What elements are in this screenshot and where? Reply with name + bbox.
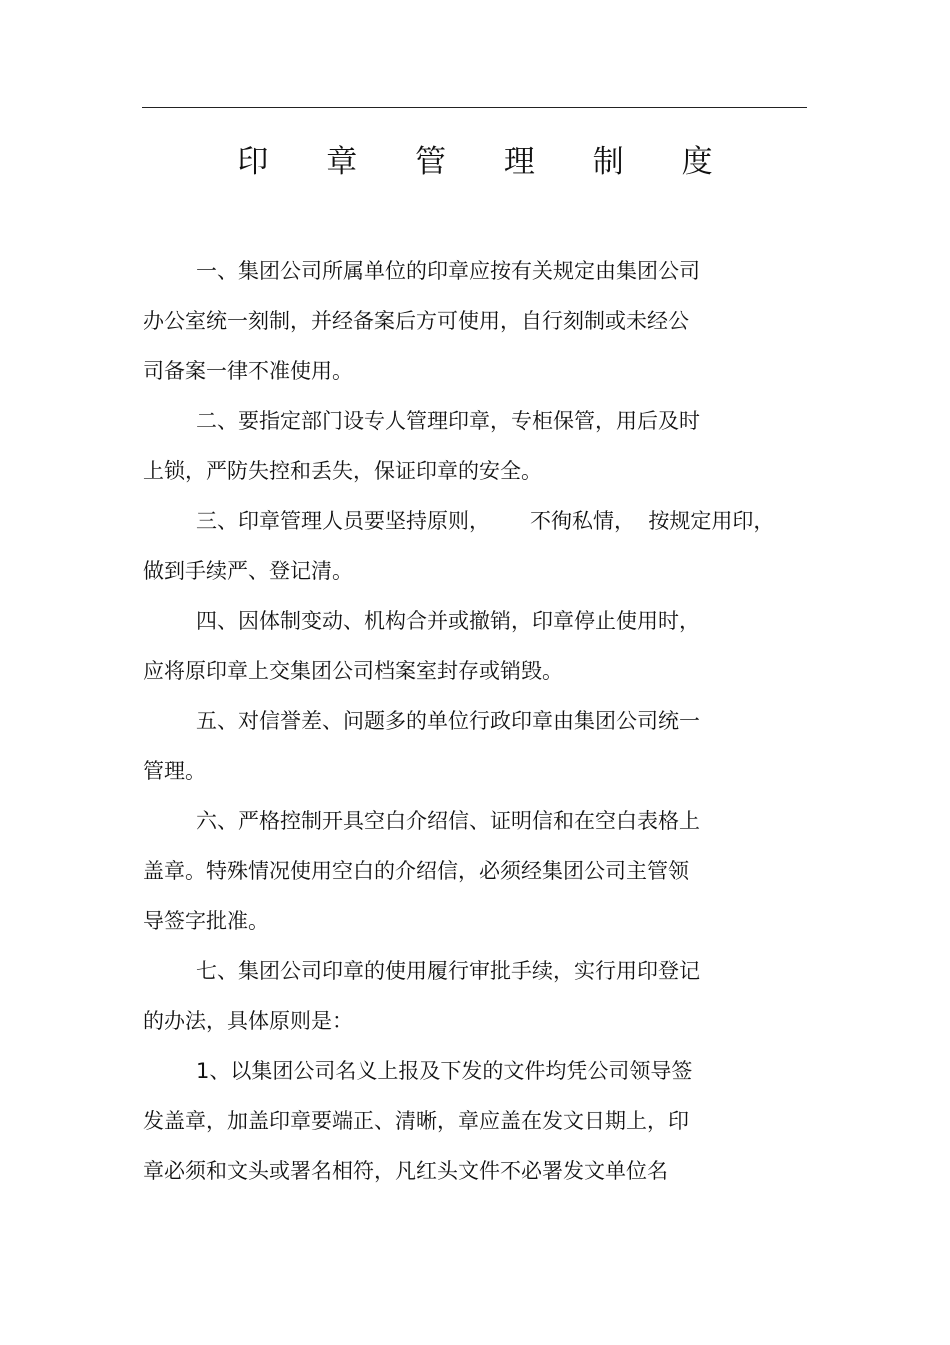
text-line: 二、要指定部门设专人管理印章，专柜保管，用后及时 <box>196 409 700 433</box>
document-title: 印 章 管 理 制 度 <box>237 144 737 180</box>
text-line: 章必须和文头或署名相符，凡红头文件不必署发文单位名 <box>143 1159 668 1183</box>
text-line: 1、以集团公司名义上报及下发的文件均凭公司领导签 <box>196 1059 693 1083</box>
text-line: 三、印章管理人员要坚持原则， 不徇私情， 按规定用印， <box>196 509 775 533</box>
text-line: 导签字批准。 <box>143 909 269 933</box>
text-line: 的办法，具体原则是： <box>143 1009 353 1033</box>
text-line: 发盖章，加盖印章要端正、清晰，章应盖在发文日期上，印 <box>143 1109 689 1133</box>
text-line: 一、集团公司所属单位的印章应按有关规定由集团公司 <box>196 259 700 283</box>
text-line: 上锁，严防失控和丢失，保证印章的安全。 <box>143 459 542 483</box>
text-line: 六、严格控制开具空白介绍信、证明信和在空白表格上 <box>196 809 700 833</box>
text-line: 盖章。特殊情况使用空白的介绍信，必须经集团公司主管领 <box>143 859 689 883</box>
text-line: 管理。 <box>143 759 206 783</box>
text-line: 做到手续严、登记清。 <box>143 559 353 583</box>
text-line: 办公室统一刻制，并经备案后方可使用，自行刻制或未经公 <box>143 309 689 333</box>
text-line: 应将原印章上交集团公司档案室封存或销毁。 <box>143 659 563 683</box>
text-line: 五、对信誉差、问题多的单位行政印章由集团公司统一 <box>196 709 700 733</box>
text-line: 七、集团公司印章的使用履行审批手续，实行用印登记 <box>196 959 700 983</box>
text-line: 四、因体制变动、机构合并或撤销，印章停止使用时， <box>196 609 700 633</box>
text-line: 司备案一律不准使用。 <box>143 359 353 383</box>
header-rule <box>142 107 807 108</box>
